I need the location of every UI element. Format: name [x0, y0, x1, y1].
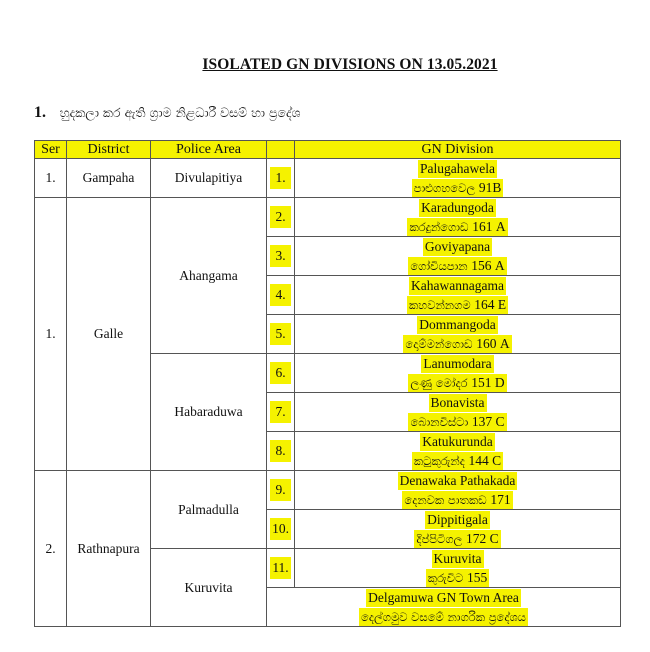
- section-number: 1.: [34, 104, 46, 121]
- row-number-cell: [267, 315, 295, 354]
- gn-division-cell: [295, 315, 621, 354]
- gn-name-si-text: ලණු මෝදර: [410, 376, 468, 390]
- gn-name-si-text: දෙනවක පාතකඩ: [404, 493, 487, 507]
- gn-division-cell: [295, 432, 621, 471]
- gn-name-en: Denawaka Pathakada: [399, 473, 516, 488]
- row-number-cell: [267, 198, 295, 237]
- table-header-row: [35, 141, 621, 159]
- gn-name-en: Karadungoda: [421, 200, 494, 215]
- gn-name-si: [408, 413, 506, 431]
- gn-name-si-text: බොනවිස්ටා: [410, 415, 469, 429]
- gn-division-cell: [267, 588, 621, 627]
- district-cell: Rathnapura: [67, 471, 151, 627]
- gn-name-si: [407, 296, 508, 314]
- row-number: 10.: [270, 518, 291, 540]
- ser-cell: 2.: [35, 471, 67, 627]
- table-row: [35, 471, 621, 510]
- ser-cell: 1.: [35, 198, 67, 471]
- gn-code: 161 A: [472, 219, 506, 234]
- gn-name-si: දෙල්ගමුව වසමේ නාගරික ප්‍රදේශය: [361, 610, 526, 624]
- gn-name-en: Kahawannagama: [411, 278, 504, 293]
- gn-code: 144 C: [468, 453, 502, 468]
- ser-cell: 1.: [35, 159, 67, 198]
- row-number: 2.: [270, 206, 291, 228]
- row-number: 5.: [270, 323, 291, 345]
- table-row: [35, 159, 621, 198]
- police-area-cell: Habaraduwa: [151, 354, 267, 471]
- gn-name-si-text: කුරුවිට: [427, 571, 464, 585]
- police-area-cell: Palmadulla: [151, 471, 267, 549]
- row-number-cell: [267, 471, 295, 510]
- section-heading: [34, 104, 300, 122]
- gn-code: 91B: [478, 180, 502, 195]
- gn-division-cell: [295, 237, 621, 276]
- document-title: ISOLATED GN DIVISIONS ON 13.05.2021: [202, 56, 498, 73]
- gn-code: 137 C: [471, 414, 505, 429]
- gn-name-si: [403, 335, 511, 353]
- gn-code: 160 A: [476, 336, 510, 351]
- header-district: District: [67, 141, 151, 159]
- header-police-area: Police Area: [151, 141, 267, 159]
- gn-name-si-text: දොම්මන්ගොඩ: [405, 337, 473, 351]
- gn-name-en: Delgamuwa GN Town Area: [368, 590, 519, 605]
- row-number: 9.: [270, 479, 291, 501]
- table-row: [35, 198, 621, 237]
- row-number-cell: [267, 276, 295, 315]
- row-number-cell: [267, 549, 295, 588]
- row-number-cell: [267, 237, 295, 276]
- row-number: 8.: [270, 440, 291, 462]
- gn-name-si: [407, 218, 507, 236]
- header-gn-division: GN Division: [295, 141, 621, 159]
- row-number-cell: [267, 510, 295, 549]
- gn-name-si-text: කරදුන්ගොඩ: [409, 220, 469, 234]
- gn-name-en: Lanumodara: [423, 356, 492, 371]
- gn-division-cell: [295, 354, 621, 393]
- gn-name-en: Palugahawela: [420, 161, 495, 176]
- gn-code: 155: [466, 570, 488, 585]
- gn-division-cell: [295, 198, 621, 237]
- row-number-cell: [267, 432, 295, 471]
- district-cell: Galle: [67, 198, 151, 471]
- gn-name-en: Dippitigala: [427, 512, 488, 527]
- gn-division-cell: [295, 549, 621, 588]
- gn-name-si-text: ගෝවියපාන: [410, 259, 468, 273]
- section-heading-text: හුදකලා කර ඇති ග්‍රාම නිළධාරී වසම් හා ප්‍රදේශ: [59, 105, 301, 120]
- gn-name-si: [408, 257, 506, 275]
- gn-code: 171: [490, 492, 511, 507]
- header-number: [267, 141, 295, 159]
- gn-name-si: [414, 530, 500, 548]
- gn-name-si: [402, 491, 512, 509]
- gn-division-cell: [295, 276, 621, 315]
- gn-divisions-table: [34, 140, 621, 627]
- gn-name-si: [408, 374, 506, 392]
- gn-code: 164 E: [474, 297, 507, 312]
- row-number: 11.: [270, 557, 291, 579]
- gn-name-en: Goviyapana: [424, 239, 491, 254]
- gn-division-cell: [295, 510, 621, 549]
- row-number: 7.: [270, 401, 291, 423]
- row-number: 3.: [270, 245, 291, 267]
- gn-code: 151 D: [471, 375, 505, 390]
- row-number: 1.: [270, 167, 291, 189]
- gn-name-en: Katukurunda: [422, 434, 493, 449]
- gn-name-en: Bonavista: [430, 395, 485, 410]
- gn-name-en: Kuruvita: [433, 551, 482, 566]
- gn-name-si: [412, 452, 503, 470]
- row-number: 6.: [270, 362, 291, 384]
- gn-name-si-text: දිප්පිටිගල: [416, 532, 463, 546]
- police-area-cell: Ahangama: [151, 198, 267, 354]
- row-number-cell: [267, 159, 295, 198]
- gn-name-si-text: කටුකුරුන්ද: [413, 454, 465, 468]
- police-area-cell: Kuruvita: [151, 549, 267, 627]
- gn-code: 156 A: [471, 258, 505, 273]
- gn-name-si: [426, 569, 489, 587]
- gn-division-cell: [295, 159, 621, 198]
- gn-division-cell: [295, 393, 621, 432]
- gn-division-cell: [295, 471, 621, 510]
- gn-code: 172 C: [465, 531, 499, 546]
- gn-name-si: [412, 179, 504, 197]
- row-number-cell: [267, 354, 295, 393]
- gn-name-si-text: පාළුගහවෙල: [413, 181, 476, 195]
- header-ser: Ser: [35, 141, 67, 159]
- gn-name-en: Dommangoda: [419, 317, 496, 332]
- row-number-cell: [267, 393, 295, 432]
- police-area-cell: Divulapitiya: [151, 159, 267, 198]
- gn-name-si-text: කහවන්නගම: [408, 298, 471, 312]
- district-cell: Gampaha: [67, 159, 151, 198]
- row-number: 4.: [270, 284, 291, 306]
